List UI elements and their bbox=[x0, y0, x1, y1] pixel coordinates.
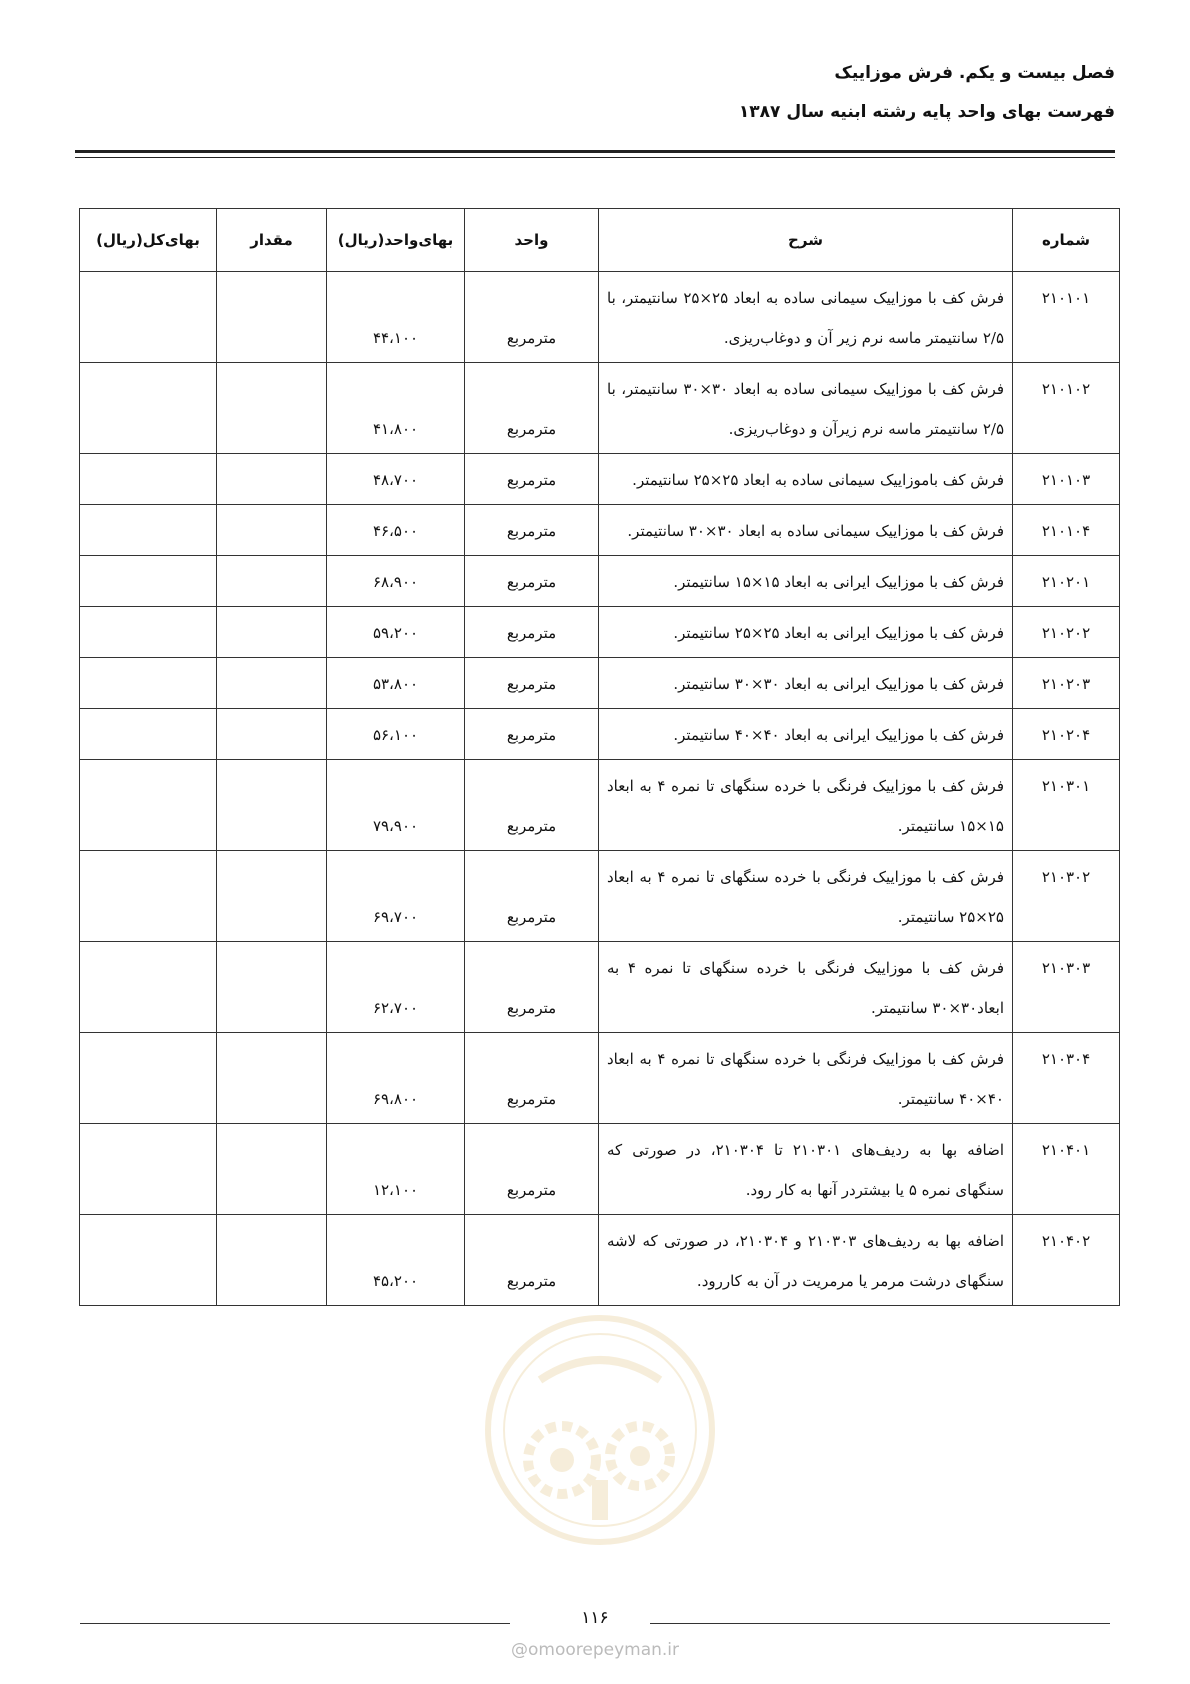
item-unit: مترمربع bbox=[465, 607, 599, 658]
table-row bbox=[80, 760, 1120, 851]
item-total bbox=[80, 709, 217, 760]
item-description: فرش کف با موزاییک فرنگی با خرده سنگهای تا نمره ۴ به ابعاد۳۰×۳۰ سانتیمتر. bbox=[599, 942, 1013, 1033]
item-unit: مترمربع bbox=[465, 1124, 599, 1215]
table-row bbox=[80, 1215, 1120, 1306]
item-description: فرش کف با موزاییک فرنگی با خرده سنگهای تا نمره ۴ به ابعاد ۴۰×۴۰ سانتیمتر. bbox=[599, 1033, 1013, 1124]
item-unit-price: ۵۹،۲۰۰ bbox=[327, 607, 465, 658]
table-row bbox=[80, 505, 1120, 556]
item-unit-price: ۴۴،۱۰۰ bbox=[327, 272, 465, 363]
item-quantity bbox=[217, 505, 327, 556]
item-unit: مترمربع bbox=[465, 363, 599, 454]
item-quantity bbox=[217, 556, 327, 607]
item-description: فرش کف با موزاییک ایرانی به ابعاد ۱۵×۱۵ سانتیمتر. bbox=[599, 556, 1013, 607]
item-unit: مترمربع bbox=[465, 709, 599, 760]
table-row bbox=[80, 556, 1120, 607]
item-quantity bbox=[217, 363, 327, 454]
item-code: ۲۱۰۳۰۱ bbox=[1013, 760, 1120, 851]
item-quantity bbox=[217, 658, 327, 709]
item-quantity bbox=[217, 1033, 327, 1124]
item-unit: مترمربع bbox=[465, 851, 599, 942]
item-unit-price: ۴۸،۷۰۰ bbox=[327, 454, 465, 505]
table-header-row bbox=[80, 209, 1120, 272]
item-unit-price: ۱۲،۱۰۰ bbox=[327, 1124, 465, 1215]
item-unit-price: ۶۹،۷۰۰ bbox=[327, 851, 465, 942]
item-unit: مترمربع bbox=[465, 272, 599, 363]
item-quantity bbox=[217, 942, 327, 1033]
item-description: فرش کف با موزاییک فرنگی با خرده سنگهای تا نمره ۴ به ابعاد ۲۵×۲۵ سانتیمتر. bbox=[599, 851, 1013, 942]
item-unit: مترمربع bbox=[465, 454, 599, 505]
table-row bbox=[80, 1033, 1120, 1124]
item-quantity bbox=[217, 607, 327, 658]
item-code: ۲۱۰۳۰۳ bbox=[1013, 942, 1120, 1033]
item-total bbox=[80, 556, 217, 607]
table-row bbox=[80, 851, 1120, 942]
item-description: فرش کف با موزاییک ایرانی به ابعاد ۴۰×۴۰ سانتیمتر. bbox=[599, 709, 1013, 760]
item-total bbox=[80, 658, 217, 709]
column-header-unit-price: بهای‌واحد(ریال) bbox=[327, 209, 465, 272]
chapter-title: فصل بیست و یکم. فرش موزاییک bbox=[834, 63, 1115, 83]
item-unit-price: ۷۹،۹۰۰ bbox=[327, 760, 465, 851]
item-unit-price: ۴۵،۲۰۰ bbox=[327, 1215, 465, 1306]
item-total bbox=[80, 942, 217, 1033]
column-header-unit: واحد bbox=[465, 209, 599, 272]
header-rule-thin bbox=[75, 157, 1115, 158]
item-unit-price: ۴۱،۸۰۰ bbox=[327, 363, 465, 454]
publisher-seal-watermark bbox=[480, 1310, 720, 1550]
table-row bbox=[80, 272, 1120, 363]
item-unit: مترمربع bbox=[465, 1215, 599, 1306]
item-quantity bbox=[217, 272, 327, 363]
item-unit: مترمربع bbox=[465, 505, 599, 556]
item-unit-price: ۵۶،۱۰۰ bbox=[327, 709, 465, 760]
item-code: ۲۱۰۱۰۱ bbox=[1013, 272, 1120, 363]
item-code: ۲۱۰۳۰۲ bbox=[1013, 851, 1120, 942]
column-header-description: شرح bbox=[599, 209, 1013, 272]
footer-rule-right bbox=[650, 1623, 1110, 1624]
item-quantity bbox=[217, 760, 327, 851]
column-header-total: بهای‌کل(ریال) bbox=[80, 209, 217, 272]
price-table bbox=[79, 208, 1120, 1306]
item-total bbox=[80, 272, 217, 363]
item-total bbox=[80, 760, 217, 851]
item-description: فرش کف باموزاییک سیمانی ساده به ابعاد ۲۵×۲۵ سانتیمتر. bbox=[599, 454, 1013, 505]
price-list-title: فهرست بهای واحد پایه رشته ابنیه سال ۱۳۸۷ bbox=[738, 102, 1115, 122]
column-header-code: شماره bbox=[1013, 209, 1120, 272]
item-description: فرش کف با موزاییک فرنگی با خرده سنگهای تا نمره ۴ به ابعاد ۱۵×۱۵ سانتیمتر. bbox=[599, 760, 1013, 851]
item-unit-price: ۶۹،۸۰۰ bbox=[327, 1033, 465, 1124]
item-description: اضافه بها به ردیف‌های ۲۱۰۳۰۳ و ۲۱۰۳۰۴، در صورتی که لاشه سنگهای درشت مرمر یا مرمریت در آن به کاررود. bbox=[599, 1215, 1013, 1306]
item-code: ۲۱۰۲۰۱ bbox=[1013, 556, 1120, 607]
item-quantity bbox=[217, 851, 327, 942]
item-total bbox=[80, 505, 217, 556]
table-row bbox=[80, 607, 1120, 658]
page-number: ۱۱۶ bbox=[581, 1608, 609, 1628]
item-unit: مترمربع bbox=[465, 658, 599, 709]
item-total bbox=[80, 1033, 217, 1124]
item-code: ۲۱۰۴۰۲ bbox=[1013, 1215, 1120, 1306]
item-total bbox=[80, 1215, 217, 1306]
item-total bbox=[80, 607, 217, 658]
item-unit: مترمربع bbox=[465, 1033, 599, 1124]
table-row bbox=[80, 658, 1120, 709]
item-quantity bbox=[217, 454, 327, 505]
item-description: اضافه بها به ردیف‌های ۲۱۰۳۰۱ تا ۲۱۰۳۰۴، در صورتی که سنگهای نمره ۵ یا بیشتردر آنها به کار رود. bbox=[599, 1124, 1013, 1215]
item-code: ۲۱۰۱۰۴ bbox=[1013, 505, 1120, 556]
site-watermark-text: @omoorepeyman.ir bbox=[510, 1640, 680, 1660]
column-header-quantity: مقدار bbox=[217, 209, 327, 272]
item-code: ۲۱۰۱۰۳ bbox=[1013, 454, 1120, 505]
item-unit-price: ۶۲،۷۰۰ bbox=[327, 942, 465, 1033]
item-description: فرش کف با موزاییک سیمانی ساده به ابعاد ۳۰×۳۰ سانتیمتر، با ۲/۵ سانتیمتر ماسه نرم زیرآن و دوغاب‌ریزی. bbox=[599, 363, 1013, 454]
table-row bbox=[80, 454, 1120, 505]
item-total bbox=[80, 454, 217, 505]
item-code: ۲۱۰۴۰۱ bbox=[1013, 1124, 1120, 1215]
item-description: فرش کف با موزاییک سیمانی ساده به ابعاد ۲۵×۲۵ سانتیمتر، با ۲/۵ سانتیمتر ماسه نرم زیر آن و دوغاب‌ریزی. bbox=[599, 272, 1013, 363]
page-header bbox=[75, 60, 1115, 125]
item-total bbox=[80, 851, 217, 942]
item-description: فرش کف با موزاییک ایرانی به ابعاد ۳۰×۳۰ سانتیمتر. bbox=[599, 658, 1013, 709]
item-total bbox=[80, 363, 217, 454]
footer-rule-left bbox=[80, 1623, 510, 1624]
item-unit-price: ۴۶،۵۰۰ bbox=[327, 505, 465, 556]
item-code: ۲۱۰۱۰۲ bbox=[1013, 363, 1120, 454]
item-total bbox=[80, 1124, 217, 1215]
item-unit: مترمربع bbox=[465, 942, 599, 1033]
item-unit-price: ۵۳،۸۰۰ bbox=[327, 658, 465, 709]
item-description: فرش کف با موزاییک سیمانی ساده به ابعاد ۳۰×۳۰ سانتیمتر. bbox=[599, 505, 1013, 556]
item-unit: مترمربع bbox=[465, 760, 599, 851]
item-quantity bbox=[217, 1215, 327, 1306]
table-row bbox=[80, 363, 1120, 454]
header-rule-thick bbox=[75, 150, 1115, 153]
item-quantity bbox=[217, 709, 327, 760]
item-code: ۲۱۰۲۰۲ bbox=[1013, 607, 1120, 658]
item-code: ۲۱۰۲۰۴ bbox=[1013, 709, 1120, 760]
item-description: فرش کف با موزاییک ایرانی به ابعاد ۲۵×۲۵ سانتیمتر. bbox=[599, 607, 1013, 658]
table-row bbox=[80, 709, 1120, 760]
item-unit: مترمربع bbox=[465, 556, 599, 607]
item-code: ۲۱۰۲۰۳ bbox=[1013, 658, 1120, 709]
table-row bbox=[80, 942, 1120, 1033]
table-row bbox=[80, 1124, 1120, 1215]
item-unit-price: ۶۸،۹۰۰ bbox=[327, 556, 465, 607]
item-quantity bbox=[217, 1124, 327, 1215]
table-body bbox=[80, 272, 1120, 1306]
item-code: ۲۱۰۳۰۴ bbox=[1013, 1033, 1120, 1124]
